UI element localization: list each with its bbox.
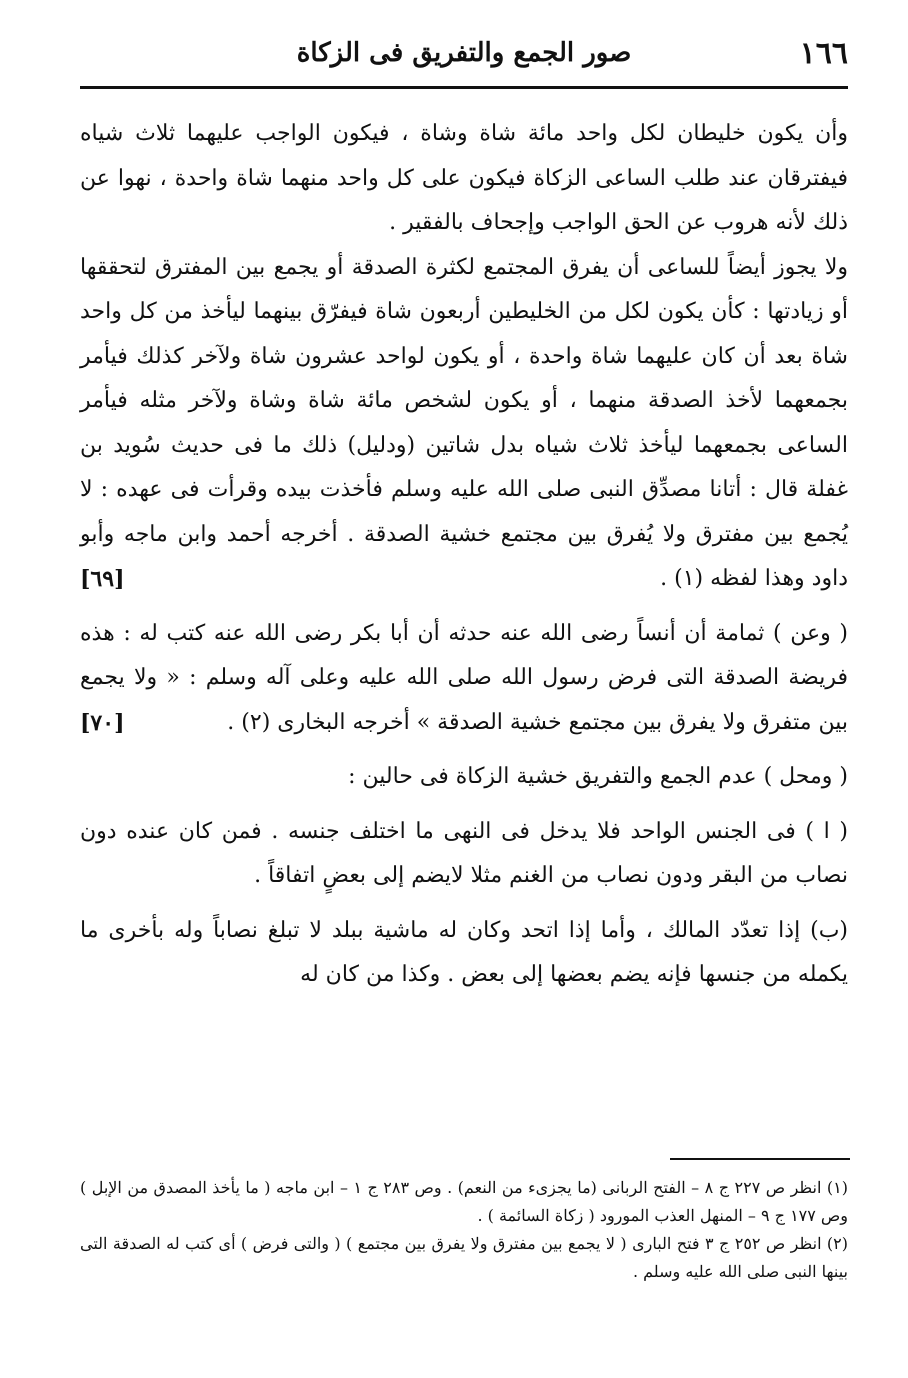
running-title: صور الجمع والتفريق فى الزكاة bbox=[296, 38, 632, 68]
footnotes bbox=[80, 1174, 848, 1286]
paragraph-text: ( وعن ) ثمامة أن أنساً رضى الله عنه حدثه أن أبا بكر رضى الله عنه كتب له : هذه فريضة الصدقة التى فرض رسول الله صلى الله عليه وعلى آله وسلم : « ولا يجمع بين متفرق ولا يفرق بين مجتمع خشية الصدقة » أخرجه البخارى (٢) . bbox=[80, 620, 848, 735]
paragraph bbox=[80, 810, 848, 899]
hadith-reference-number: [٧٠] bbox=[80, 709, 125, 736]
paragraph-text: وأن يكون خليطان لكل واحد مائة شاة وشاة ، فيكون الواجب عليهما ثلاث شياه فيفترقان عند طلب الساعى الزكاة فيكون على كل واحد منهما شاة واحدة ، نهوا عن ذلك لأنه هروب عن الحق الواجب وإجحاف بالفقير . bbox=[80, 121, 848, 235]
paragraph bbox=[80, 755, 848, 800]
main-text bbox=[80, 112, 848, 998]
paragraph bbox=[80, 909, 848, 998]
page-number: ١٦٦ bbox=[799, 36, 848, 71]
paragraph bbox=[80, 612, 848, 746]
paragraph bbox=[80, 112, 848, 246]
footnote: (١) انظر ص ٢٢٧ ج ٨ – الفتح الربانى (ما يجزىء من النعم) . وص ٢٨٣ ج ١ – ابن ماجه ( ما يأخذ المصدق من الإبل ) وص ١٧٧ ج ٩ – المنهل العذب المورود ( زكاة السائمة ) . bbox=[80, 1178, 849, 1225]
paragraph-text: (ب) إذا تعدّد المالك ، وأما إذا اتحد وكان له ماشية ببلد لا تبلغ نصاباً وله بأخرى ما يكمله من جنسها فإنه يضم بعضها إلى بعض . وكذا من كان له bbox=[80, 917, 848, 987]
paragraph bbox=[80, 246, 848, 602]
paragraph-text: ( ومحل ) عدم الجمع والتفريق خشية الزكاة فى حالين : bbox=[348, 764, 848, 789]
footnote: (٢) انظر ص ٢٥٢ ج ٣ فتح البارى ( لا يجمع بين مفترق ولا يفرق بين مجتمع ) ( والتى فرض ) أى كتب له الصدقة التى بينها النبى صلى الله عليه وسلم . bbox=[80, 1234, 849, 1281]
paragraph-text: ولا يجوز أيضاً للساعى أن يفرق المجتمع لكثرة الصدقة أو يجمع بين المفترق لتحققها أو زيادتها : كأن يكون لكل من الخليطين أربعون شاة فيفرّق بينهما ليأخذ من كل واحد شاة بعد أن كان عليهما شاة واحدة ، أو يكون لواحد عشرون شاة ولآخر كذلك فيأمر بجمعهما لأخذ الصدقة منهما ، أو يكون لشخص مائة شاة وشاة ولآخر مثله فيأمر الساعى بجمعهما ليأخذ ثلاث شياه بدل شاتين (ودليل) ذلك ما فى حديث سُويد بن غفلة قال : أتانا مصدِّق النبى صلى الله عليه وسلم فأخذت بيده وقرأت فى عهده : لا يُجمع بين مفترق ولا يُفرق بين مجتمع خشية الصدقة . أخرجه أحمد وابن ماجه وأبو داود وهذا لفظه (١) . bbox=[80, 254, 848, 591]
hadith-reference-number: [٦٩] bbox=[80, 566, 125, 592]
page-header bbox=[80, 22, 848, 89]
paragraph-text: ( ا ) فى الجنس الواحد فلا يدخل فى النهى ما اختلف جنسه . فمن كان عنده دون نصاب من البقر ودون نصاب من الغنم مثلا لايضم إلى بعضٍ اتفاقاً . bbox=[80, 818, 848, 888]
footnote-divider bbox=[670, 1158, 850, 1160]
